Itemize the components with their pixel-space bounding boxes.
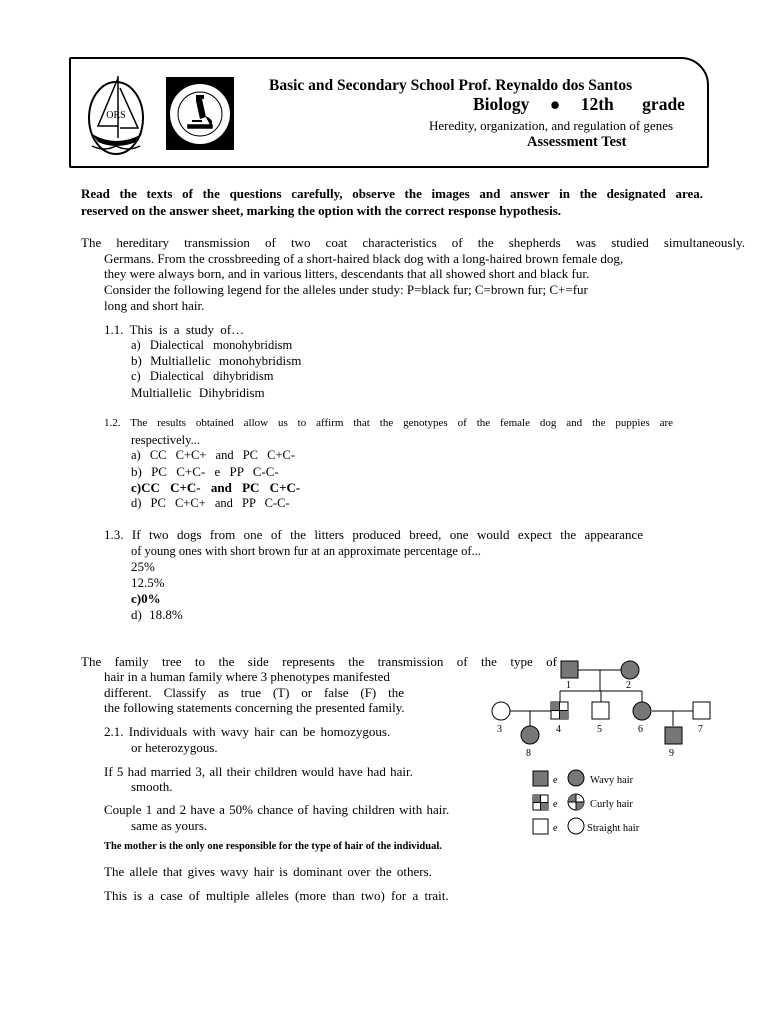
subject: Biology <box>473 94 530 114</box>
topic: Heredity, organization, and regulation of genes <box>429 118 674 133</box>
label-4: 4 <box>556 724 561 735</box>
individual-9-wavy-male <box>665 727 682 744</box>
school-name: Basic and Secondary School Prof. Reynaldo dos Santos <box>269 77 633 94</box>
q13-option-a[interactable]: 25% <box>131 559 155 574</box>
q11-option-b[interactable]: b) Multiallelic monohybridism <box>131 353 302 368</box>
bullet-icon: ● <box>549 94 561 114</box>
q12-option-c[interactable]: c)CC C+C- and PC C+C- <box>131 480 301 495</box>
intro1-line-2: Germans. From the crossbreeding of a short-haired black dog with a long-haired brown female dog, <box>104 251 624 266</box>
legend-sep-2: e <box>553 799 558 810</box>
q12-option-a[interactable]: a) CC C+C+ and PC C+C- <box>131 448 296 462</box>
legend-straight: Straight hair <box>587 823 640 834</box>
individual-1-wavy-male <box>561 661 578 678</box>
statement-2-line-2: smooth. <box>131 779 173 794</box>
intro1-line-4: Consider the following legend for the alleles under study: P=black fur; C=brown fur; C+=fur <box>104 282 588 297</box>
label-1: 1 <box>566 680 571 691</box>
label-5: 5 <box>597 724 602 735</box>
legend <box>533 770 640 834</box>
statement-5: The allele that gives wavy hair is dominant over the others. <box>104 864 432 879</box>
statement-3-line-2: same as yours. <box>131 818 208 833</box>
label-2: 2 <box>626 680 631 691</box>
statement-6: This is a case of multiple alleles (more than two) for a trait. <box>104 888 449 903</box>
individual-2-wavy-female <box>621 661 639 679</box>
q11-option-d[interactable]: Multiallelic Dihybridism <box>131 385 265 400</box>
q11-option-c[interactable]: c) Dialectical dihybridism <box>131 369 274 383</box>
label-8: 8 <box>526 748 531 759</box>
pedigree-diagram <box>480 650 720 845</box>
individual-7-straight-male <box>693 702 710 719</box>
intro2-line-4: the following statements concerning the presented family. <box>104 700 405 715</box>
grade-number: 12th <box>580 94 614 114</box>
q12-option-d[interactable]: d) PC C+C+ and PP C-C- <box>131 496 290 510</box>
legend-sep-1: e <box>553 775 558 786</box>
intro1-line-1: The hereditary transmission of two coat characteristics of the shepherds was studied simultaneously. <box>81 235 745 250</box>
individual-6-wavy-female <box>633 702 651 720</box>
intro2-line-1: The family tree to the side represents the transmission of the type of <box>81 654 557 669</box>
intro2-line-3: different. Classify as true (T) or false (F) the <box>104 685 404 700</box>
q11-option-a[interactable]: a) Dialectical monohybridism <box>131 338 293 352</box>
q13-option-b[interactable]: 12.5% <box>131 575 165 590</box>
statement-1-line-1: 2.1. Individuals with wavy hair can be homozygous. <box>104 724 391 739</box>
legend-sep-3: e <box>553 823 558 834</box>
q11-stem: 1.1. This is a study of… <box>104 322 245 337</box>
grade-word: grade <box>642 94 685 114</box>
q13-option-d[interactable]: d) 18.8% <box>131 607 183 622</box>
q12-option-b[interactable]: b) PC C+C- e PP C-C- <box>131 464 279 479</box>
instructions-line-1: Read the texts of the questions carefully, observe the images and answer in the designated area. <box>81 186 703 201</box>
statement-3-line-1: Couple 1 and 2 have a 50% chance of having children with hair. <box>104 802 450 817</box>
q13-stem: 1.3. If two dogs from one of the litters produced breed, one would expect the appearance <box>104 527 643 542</box>
label-7: 7 <box>698 724 703 735</box>
q12-stem-2: respectively... <box>131 433 200 447</box>
statement-2-line-1: If 5 had married 3, all their children would have had hair. <box>104 764 413 779</box>
intro1-line-3: they were always born, and in various litters, descendants that all showed short and black fur. <box>104 266 590 281</box>
q13-stem-2: of young ones with short brown fur at an approximate percentage of... <box>131 544 481 558</box>
label-6: 6 <box>638 724 643 735</box>
individual-3-straight-female <box>492 702 510 720</box>
intro1-line-5: long and short hair. <box>104 298 205 313</box>
legend-wavy: Wavy hair <box>590 775 634 786</box>
legend-curly: Curly hair <box>590 799 633 810</box>
school-logo <box>86 66 150 156</box>
q12-stem: 1.2. The results obtained allow us to affirm that the genotypes of the female dog and the puppies are <box>104 417 673 429</box>
q13-option-c[interactable]: c)0% <box>131 591 161 606</box>
logo-text: ORS <box>106 110 126 121</box>
test-title: Assessment Test <box>527 134 627 150</box>
subject-title <box>473 94 685 115</box>
individual-8-wavy-female <box>521 726 539 744</box>
instructions-line-2: reserved on the answer sheet, marking the option with the correct response hypothesis. <box>81 203 562 218</box>
individual-5-straight-male <box>592 702 609 719</box>
label-3: 3 <box>497 724 502 735</box>
individual-4-curly-male <box>551 702 568 719</box>
label-9: 9 <box>669 748 674 759</box>
department-logo <box>166 77 234 150</box>
intro2-line-2: hair in a human family where 3 phenotypes manifested <box>104 669 390 684</box>
statement-4: The mother is the only one responsible for the type of hair of the individual. <box>104 841 442 852</box>
statement-1-line-2: or heterozygous. <box>131 740 218 755</box>
